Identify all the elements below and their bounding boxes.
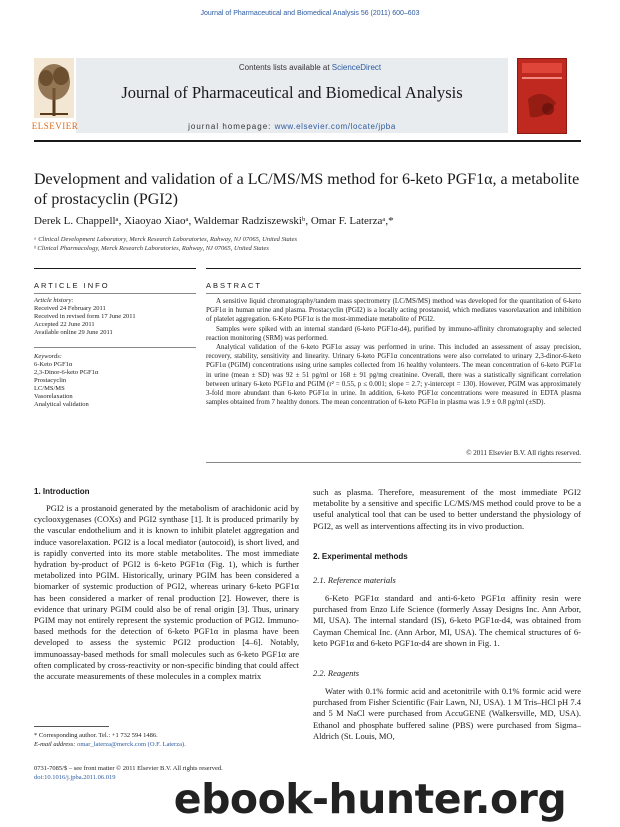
- keyword-item: 6-Keto PGF1α: [34, 361, 73, 368]
- cover-art-icon: [518, 59, 566, 133]
- homepage-label: journal homepage:: [188, 122, 275, 131]
- reference-materials-text: [313, 593, 581, 649]
- keyword-item: LC/MS/MS: [34, 385, 65, 392]
- article-info-heading: ARTICLE INFO: [34, 281, 110, 290]
- journal-title: Journal of Pharmaceutical and Biomedical Analysis: [121, 83, 463, 102]
- history-line: Received in revised form 17 June 2011: [34, 313, 136, 320]
- subsection-heading-reagents: 2.2. Reagents: [313, 668, 360, 678]
- history-line: Available online 29 June 2011: [34, 329, 113, 336]
- abstract-rule: [206, 268, 581, 269]
- footnote-email-label: E-mail address:: [34, 741, 78, 748]
- history-line: Received 24 February 2011: [34, 305, 106, 312]
- abstract-subrule: [206, 293, 581, 294]
- introduction-text: [34, 503, 299, 682]
- abstract-copyright: © 2011 Elsevier B.V. All rights reserved.: [466, 449, 581, 457]
- affiliation-a: ᵃ Clinical Development Laboratory, Merck Research Laboratories, Rahway, NJ 07065, United States: [34, 236, 297, 243]
- keyword-item: Vasorelaxation: [34, 393, 73, 400]
- keyword-item: Analytical validation: [34, 401, 89, 408]
- introduction-continued: [313, 487, 581, 532]
- watermark: ebook-hunter.org: [173, 775, 567, 823]
- footnote-author: * Corresponding author. Tel.: +1 732 594 1486.: [34, 732, 158, 739]
- abstract-end-rule: [206, 462, 581, 463]
- history-line: Accepted 22 June 2011: [34, 321, 95, 328]
- keyword-item: 2,3-Dinor-6-keto PGF1α: [34, 369, 99, 376]
- abstract-paragraph: Analytical validation of the 6-keto PGF1α assay was performed in urine. This included an assessment of assay precision, recovery, stability, sensitivity and linearity. Urinary 6-keto PGF1α concentrations were also correlated to urinary 2,3-dinor-6-keto PGF1α (PGIM) concentrations using urine samples collected from 16 healthy volunteers. The mean concentration of 6-keto PGF1α in urine (mean ± SD) was 92 ± 51 pg/ml or 168 ± 91 pg/mg creatinine. Overall, there was a statistically significant correlation between urinary 6-keto PGF1α and PGIM (r² = 0.55, p ≤ 0.001; slope = 2.7; y-intercept = 130). However, PGIM was approximately 3-fold more abundant than 6-keto PGF1α in urine. In addition, 6-keto PGF1α concentrations were measured in EDTA plasma samples obtained from 7 healthy donors. The mean concentration of 6-keto PGF1α in plasma was 1.9 ± 0.8 pg/ml (±SD).: [206, 343, 581, 407]
- section-heading-introduction: 1. Introduction: [34, 487, 90, 496]
- keyword-item: Prostacyclin: [34, 377, 67, 384]
- body-paragraph: such as plasma. Therefore, measurement of the most immediate PGI2 metabolite by a sensitive and specific LC/MS/MS method could prove to be a useful analytical tool that can be used to better understand the physiology of PGI2, as well as interventions affecting its in vivo production.: [313, 487, 581, 531]
- abstract-paragraph: Samples were spiked with an internal standard (6-keto PGF1α-d4), purified by immuno-affinity chromatography and selected reaction monitoring (SRM) was performed.: [206, 324, 581, 342]
- issn-line: 0731-7085/$ – see front matter © 2011 Elsevier B.V. All rights reserved.: [34, 765, 223, 772]
- journal-homepage: [76, 122, 508, 131]
- body-paragraph: 6-Keto PGF1α standard and anti-6-keto PGF1α affinity resin were purchased from Enzo Life Science (formerly Assay Designs Inc. Ann Arbor, MI, USA). The internal standard (IS), 6-keto PGF1α-d4, was obtained from Cayman Chemical Inc. (Ann Arbor, MI, USA). The chemical structures of 6-keto PGF1α and 6-keto PGF1α-d4 are shown in Fig. 1.: [313, 593, 581, 648]
- homepage-url-link[interactable]: www.elsevier.com/locate/jpba: [274, 122, 396, 131]
- body-paragraph: PGI2 is a prostanoid generated by the metabolism of arachidonic acid by cyclooxygenases (COXs) and PGI2 synthase [1]. It is produced primarily by the vascular endothelium and it is known to inhibit platelet aggregation and induce vasorelaxation. PGI2 is a local mediator (autocoid), is short lived, and is rapidly converted into its more stable metabolites. The most immediate hydration by-product of PGI2 is 6-keto PGF1α (Fig. 1), which is further metabolized into PGIM. Historically, urinary PGIM has been considered a biomarker of systemic production of PGI2, whereas urinary 6-keto PGF1α has been considered a marker of renal production [2]. However, there is evidence that urinary PGIM could also be of renal origin [3]. Thus, urinary PGIM may not entirely represent the systemic production of PGI2. Immuno-based methods for the detection of 6-keto PGF1α in plasma have been developed to assess the systemic PGI2 production [4–6]. Notably, immunoassay-based methods for small molecules such as 6-keto PGF1α are often complicated by cross-reactivity or non-specific binding that could affect the accurate measurements of these molecules in a complex matrix: [34, 503, 299, 682]
- body-paragraph: Water with 0.1% formic acid and acetonitrile with 0.1% formic acid were purchased from Fisher Scientific (Fair Lawn, NJ, USA). 1 M Tris–HCl pH 7.4 and 5 M NaCl were purchased from AccuGENE (Walkersville, MD, USA). Ethanol and phosphate buffered saline (PBS) were purchased from Sigma–Aldrich (St. Louis, MO,: [313, 686, 581, 741]
- affiliation-b: ᵇ Clinical Pharmacology, Merck Research Laboratories, Rahway, NJ 07065, United States: [34, 245, 269, 252]
- abstract-heading: ABSTRACT: [206, 281, 263, 290]
- journal-citation[interactable]: Journal of Pharmaceutical and Biomedical Analysis 56 (2011) 600–603: [200, 10, 420, 17]
- keywords-rule: [34, 347, 196, 348]
- article-title: Development and validation of a LC/MS/MS method for 6-keto PGF1α, a metabolite of prostacyclin (PGI2): [34, 171, 580, 208]
- history-label: Article history:: [34, 297, 74, 304]
- reagents-text: [313, 686, 581, 742]
- contents-prefix: Contents lists available at: [238, 63, 332, 72]
- keywords-label: Keywords:: [34, 353, 62, 360]
- sciencedirect-link[interactable]: ScienceDirect: [331, 63, 382, 72]
- article-info-rule: [34, 268, 196, 269]
- masthead-divider: [34, 140, 581, 142]
- article-history: [34, 297, 196, 337]
- abstract-paragraph: A sensitive liquid chromatography/tandem mass spectrometry (LC/MS/MS) method was developed for the quantitation of 6-keto PGF1α in human urine and plasma. Prostacyclin (PGI2) is a locally acting prostanoid, which mediates vasorelaxation and inhibition of platelet aggregation. 6-Keto PGF1α is the most-immediate metabolite of PGI2.: [206, 297, 581, 324]
- author-list[interactable]: Derek L. Chappellᵃ, Xiaoyao Xiaoᵃ, Waldemar Radziszewskiᵇ, Omar F. Laterzaᵃ,*: [34, 215, 394, 227]
- elsevier-wordmark: ELSEVIER: [31, 121, 79, 131]
- abstract-body: [206, 297, 581, 407]
- section-heading-experimental: 2. Experimental methods: [313, 552, 408, 561]
- doi-link[interactable]: doi:10.1016/j.jpba.2011.06.019: [34, 774, 116, 781]
- footnote-rule: [34, 726, 109, 727]
- article-info-subrule: [34, 293, 196, 294]
- corresponding-author-footnote: [34, 731, 299, 749]
- footnote-email-link[interactable]: omar_laterza@merck.com (O.F. Laterza).: [77, 741, 186, 748]
- keywords-block: [34, 353, 196, 409]
- journal-cover-thumbnail[interactable]: [517, 58, 567, 134]
- subsection-heading-reference: 2.1. Reference materials: [313, 575, 396, 585]
